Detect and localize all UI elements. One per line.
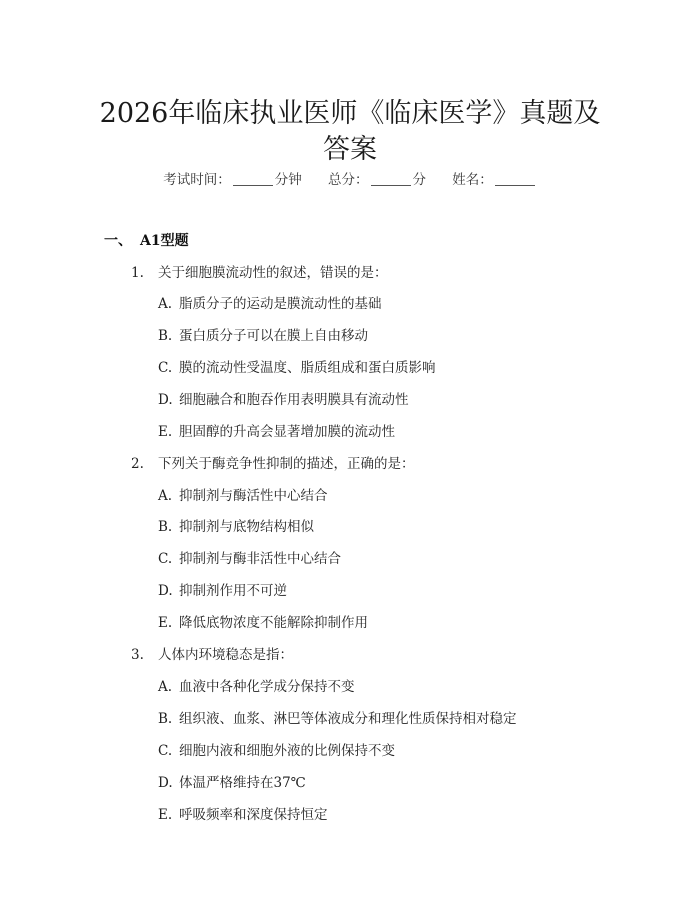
student-name-label: 姓名：	[452, 172, 493, 188]
option-label: E.	[158, 424, 173, 440]
question-2	[131, 452, 415, 472]
option-label: B.	[158, 519, 173, 535]
option-label: C.	[158, 551, 173, 567]
page-title: 2026年临床执业医师《临床医学》真题及答案	[99, 98, 601, 166]
option-label: E.	[158, 615, 173, 631]
question-1	[131, 261, 388, 281]
option-text: 蛋白质分子可以在膜上自由移动	[179, 328, 368, 344]
question-text: 人体内环境稳态是指：	[158, 647, 293, 663]
q3-option-b[interactable]	[158, 707, 517, 727]
option-text: 血液中各种化学成分保持不变	[179, 679, 355, 695]
q2-option-e[interactable]	[158, 611, 368, 631]
option-label: B.	[158, 328, 173, 344]
section-title: A1型题	[140, 233, 189, 249]
option-label: C.	[158, 743, 173, 759]
q3-option-c[interactable]	[158, 739, 395, 759]
total-score-blank[interactable]	[371, 185, 411, 186]
exam-meta	[0, 168, 700, 188]
q1-option-b[interactable]	[158, 324, 368, 344]
option-text: 细胞融合和胞吞作用表明膜具有流动性	[179, 392, 409, 408]
q2-option-a[interactable]	[158, 484, 328, 504]
q1-option-d[interactable]	[158, 388, 409, 408]
option-text: 细胞内液和细胞外液的比例保持不变	[179, 743, 395, 759]
option-text: 抑制剂与底物结构相似	[179, 519, 314, 535]
option-label: C.	[158, 360, 173, 376]
total-score	[328, 168, 426, 188]
exam-time-unit: 分钟	[274, 172, 302, 188]
option-label: A.	[158, 679, 173, 695]
q1-option-a[interactable]	[158, 292, 382, 312]
option-text: 脂质分子的运动是膜流动性的基础	[179, 296, 382, 312]
question-text: 关于细胞膜流动性的叙述，错误的是：	[158, 265, 388, 281]
exam-time-blank[interactable]	[233, 185, 273, 186]
option-text: 降低底物浓度不能解除抑制作用	[179, 615, 368, 631]
question-number: 3.	[131, 647, 144, 663]
question-number: 2.	[131, 456, 144, 472]
option-text: 抑制剂作用不可逆	[179, 583, 287, 599]
option-text: 体温严格维持在37℃	[179, 775, 306, 791]
question-3	[131, 643, 293, 663]
q2-option-d[interactable]	[158, 579, 287, 599]
q2-option-c[interactable]	[158, 547, 341, 567]
q3-option-a[interactable]	[158, 675, 355, 695]
exam-time-label: 考试时间：	[163, 172, 231, 188]
student-name	[452, 168, 537, 188]
option-text: 呼吸频率和深度保持恒定	[179, 807, 328, 823]
option-label: D.	[158, 392, 173, 408]
option-label: E.	[158, 807, 173, 823]
total-score-label: 总分：	[328, 172, 369, 188]
option-label: A.	[158, 488, 173, 504]
q3-option-e[interactable]	[158, 803, 328, 823]
total-score-unit: 分	[412, 172, 426, 188]
option-label: A.	[158, 296, 173, 312]
section-heading	[104, 230, 189, 250]
option-text: 胆固醇的升高会显著增加膜的流动性	[179, 424, 395, 440]
option-text: 抑制剂与酶活性中心结合	[179, 488, 328, 504]
exam-time	[163, 168, 302, 188]
section-number: 一、	[104, 233, 132, 249]
option-label: B.	[158, 711, 173, 727]
option-label: D.	[158, 775, 173, 791]
q3-option-d[interactable]	[158, 771, 306, 791]
option-label: D.	[158, 583, 173, 599]
option-text: 抑制剂与酶非活性中心结合	[179, 551, 341, 567]
q1-option-e[interactable]	[158, 420, 395, 440]
option-text: 膜的流动性受温度、脂质组成和蛋白质影响	[179, 360, 436, 376]
question-text: 下列关于酶竞争性抑制的描述，正确的是：	[158, 456, 415, 472]
question-number: 1.	[131, 265, 144, 281]
q2-option-b[interactable]	[158, 515, 314, 535]
student-name-blank[interactable]	[495, 185, 535, 186]
q1-option-c[interactable]	[158, 356, 436, 376]
option-text: 组织液、血浆、淋巴等体液成分和理化性质保持相对稳定	[179, 711, 517, 727]
